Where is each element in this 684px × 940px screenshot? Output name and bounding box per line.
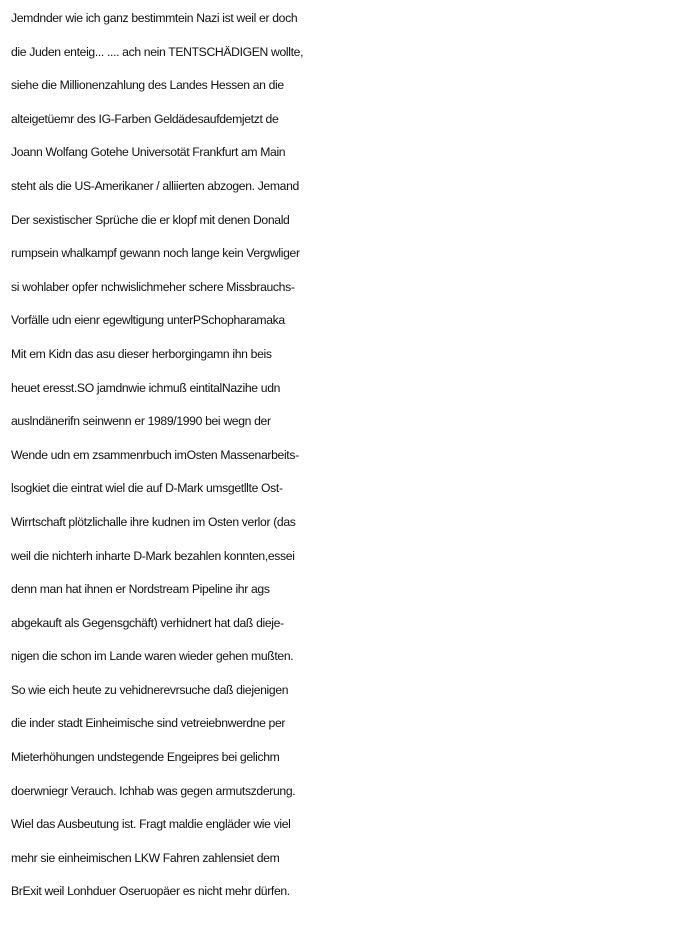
text-line: Wirrtschaft plötzlichalle ihre kudnen im Osten verlor (das [11, 514, 296, 529]
text-line: weil die nichterh inharte D-Mark bezahlen konnten,essei [11, 548, 295, 563]
text-line: nigen die schon im Lande waren wieder gehen mußten. [11, 649, 294, 664]
text-line: steht als die US-Amerikaner / alliierten abzogen. Jemand [11, 178, 299, 193]
text-line: mehr sie einheimischen LKW Fahren zahlensiet dem [11, 850, 280, 865]
text-line: Wende udn em zsammenrbuch imOsten Massenarbeits- [11, 447, 299, 462]
text-line: BrExit weil Lonhduer Oseruopäer es nicht mehr dürfen. [11, 884, 290, 899]
text-line: Jemdnder wie ich ganz bestimmtein Nazi ist weil er doch [11, 11, 298, 25]
text-line: lsogkiet die eintrat wiel die auf D-Mark umsgetllte Ost- [11, 481, 283, 496]
text-line: die inder stadt Einheimische sind vetreiebnwerdne per [11, 716, 286, 731]
text-line: auslndänerifn seinwenn er 1989/1990 bei wegn der [11, 414, 271, 429]
text-line: Vorfälle udn eienr egewltigung unterPSchopharamaka [11, 313, 285, 328]
text-line: Der sexistischer Sprüche die er klopf mit denen Donald [11, 212, 290, 227]
text-line: So wie eich heute zu vehidnerevrsuche daß diejenigen [11, 682, 289, 697]
text-line: Mieterhöhungen undstegende Engeipres bei gelichm [11, 750, 280, 765]
text-line: alteigetüemr des IG-Farben Geldädesaufdemjetzt de [11, 111, 279, 126]
text-line: Joann Wolfang Gotehe Universotät Frankfurt am Main [11, 145, 286, 160]
text-line: denn man hat ihnen er Nordstream Pipeline ihr ags [11, 582, 270, 597]
text-line: si wohlaber opfer nchwislichmeher schere Missbrauchs- [11, 279, 295, 294]
text-line: rumpsein whalkampf gewann noch lange kein Vergwliger [11, 246, 300, 261]
text-line: abgekauft als Gegensgchäft) verhidnert hat daß dieje- [11, 615, 284, 630]
text-line: doerwniegr Verauch. Ichhab was gegen armutszderung. [11, 783, 296, 798]
text-line: siehe die Millionenzahlung des Landes Hessen an die [11, 78, 284, 93]
text-line: die Juden enteig... .... ach nein TENTSCHÄDIGEN wollte, [11, 44, 304, 59]
body-text [11, 2, 683, 909]
text-line: Mit em Kidn das asu dieser herborgingamn ihn beis [11, 346, 272, 361]
text-line: heuet eresst.SO jamdnwie ichmuß eintitalNazihe udn [11, 380, 281, 395]
text-line: Wiel das Ausbeutung ist. Fragt maldie engläder wie viel [11, 817, 291, 832]
